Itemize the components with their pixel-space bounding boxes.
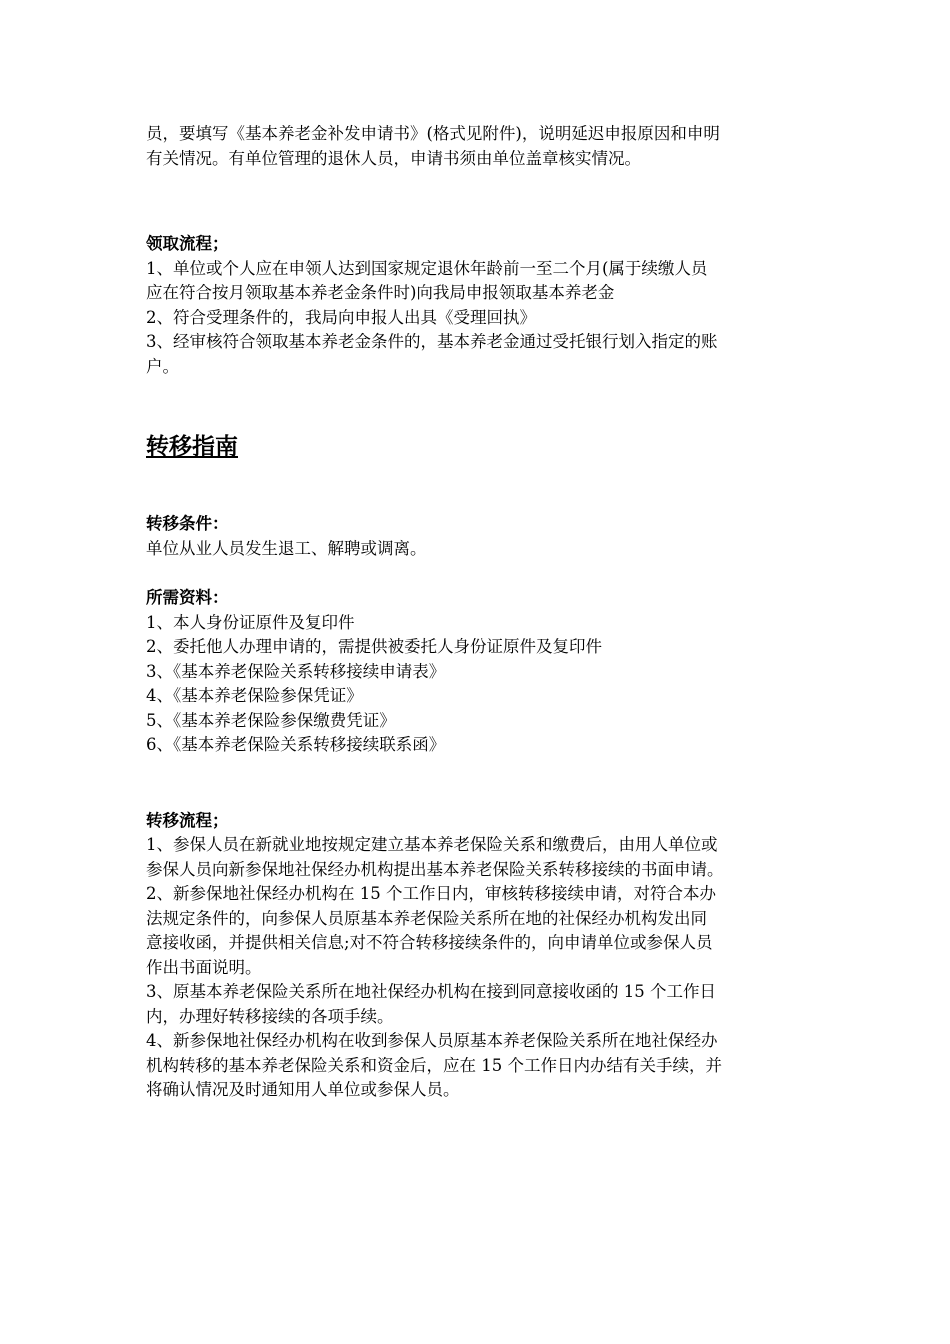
required-materials-section (146, 586, 810, 758)
transfer-conditions-section (146, 512, 810, 561)
list-item: 5、《基本养老保险参保缴费凭证》 (146, 710, 396, 730)
transfer-process-line: 将确认情况及时通知用人单位或参保人员。 (146, 1080, 460, 1099)
receive-process-line: 1、单位或个人应在申领人达到国家规定退休年龄前一至二个月(属于续缴人员 (146, 258, 708, 278)
transfer-guide-heading: 转移指南 (146, 433, 238, 460)
list-item: 3、《基本养老保险关系转移接续申请表》 (146, 661, 446, 681)
document-page (146, 122, 810, 1103)
transfer-process-line: 1、参保人员在新就业地按规定建立基本养老保险关系和缴费后，由用人单位或 (146, 835, 718, 854)
transfer-conditions-line: 单位从业人员发生退工、解聘或调离。 (146, 538, 427, 558)
list-item: 2、委托他人办理申请的，需提供被委托人身份证原件及复印件 (146, 637, 602, 656)
receive-process-line: 户。 (146, 356, 179, 376)
transfer-conditions-label: 转移条件： (146, 514, 229, 533)
transfer-process-line: 4、新参保地社保经办机构在收到参保人员原基本养老保险关系所在地社保经办 (146, 1031, 718, 1050)
transfer-process-line: 3、原基本养老保险关系所在地社保经办机构在接到同意接收函的 15 个工作日 (146, 982, 716, 1001)
required-materials-list (146, 611, 810, 758)
transfer-process-line: 意接收函，并提供相关信息;对不符合转移接续条件的，向申请单位或参保人员 (146, 933, 713, 952)
transfer-process-line: 机构转移的基本养老保险关系和资金后，应在 15 个工作日内办结有关手续，并 (146, 1055, 722, 1075)
list-item: 4、《基本养老保险参保凭证》 (146, 686, 363, 705)
required-materials-label: 所需资料： (146, 588, 229, 607)
list-item: 1、本人身份证原件及复印件 (146, 612, 355, 632)
receive-process-line: 应在符合按月领取基本养老金条件时)向我局申报领取基本养老金 (146, 283, 615, 302)
transfer-process-line: 2、新参保地社保经办机构在 15 个工作日内，审核转移接续申请，对符合本办 (146, 884, 716, 903)
transfer-process-line: 内，办理好转移接续的各项手续。 (146, 1006, 394, 1026)
intro-paragraph (146, 122, 810, 171)
intro-line: 有关情况。有单位管理的退休人员，申请书须由单位盖章核实情况。 (146, 148, 641, 168)
transfer-process-line: 法规定条件的，向参保人员原基本养老保险关系所在地的社保经办机构发出同 (146, 908, 707, 928)
list-item: 6、《基本养老保险关系转移接续联系函》 (146, 735, 446, 754)
transfer-process-label: 转移流程； (146, 810, 229, 830)
transfer-process-line: 参保人员向新参保地社保经办机构提出基本养老保险关系转移接续的书面申请。 (146, 859, 724, 879)
receive-process-label: 领取流程； (146, 234, 229, 253)
transfer-process-line: 作出书面说明。 (146, 957, 262, 977)
receive-process-line: 2、符合受理条件的，我局向申报人出具《受理回执》 (146, 307, 536, 327)
receive-process-section (146, 232, 810, 379)
intro-line: 员，要填写《基本养老金补发申请书》(格式见附件)，说明延迟申报原因和申明 (146, 124, 720, 143)
transfer-process-section (146, 809, 810, 1103)
receive-process-line: 3、经审核符合领取基本养老金条件的，基本养老金通过受托银行划入指定的账 (146, 332, 718, 351)
